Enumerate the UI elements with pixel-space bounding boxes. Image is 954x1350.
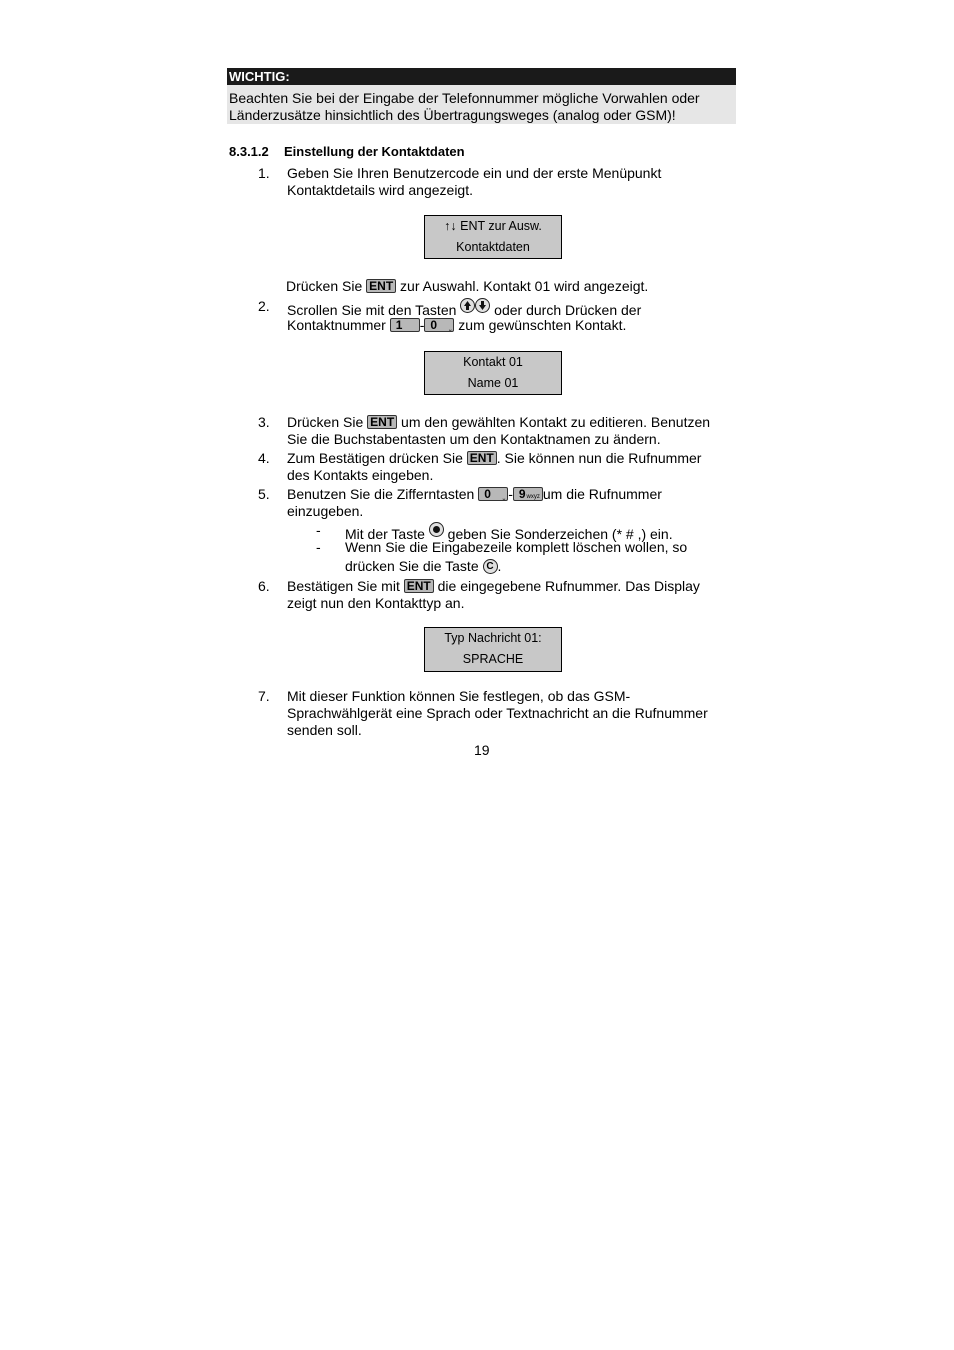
key-0-sub: ⎵ xyxy=(502,494,506,500)
step-1-number: 1. xyxy=(258,165,270,181)
step-2-line-2-post: zum gewünschten Kontakt. xyxy=(458,317,627,333)
step-3-line-2: Sie die Buchstabentasten um den Kontaktnamen zu ändern. xyxy=(287,431,661,447)
step-2-line-2-pre: Kontaktnummer xyxy=(287,317,386,333)
step-5-dash: - xyxy=(508,486,513,502)
step-3-number: 3. xyxy=(258,414,270,430)
dot-key-icon xyxy=(429,522,444,537)
step-4-line-1-pre: Zum Bestätigen drücken Sie xyxy=(287,450,463,466)
step-2-line-2 xyxy=(287,317,626,334)
step-7-number: 7. xyxy=(258,688,270,704)
step-1-after xyxy=(286,278,648,295)
step-3-line-1-post: um den gewählten Kontakt zu editieren. Benutzen xyxy=(401,414,711,430)
step-5-bullet-1-pre: Mit der Taste xyxy=(345,526,425,542)
step-5-bullet-2-mark: - xyxy=(316,539,321,555)
step-5-number: 5. xyxy=(258,486,270,502)
warning-title: WICHTIG: xyxy=(227,68,736,85)
step-5-line-1-pre: Benutzen Sie die Zifferntasten xyxy=(287,486,475,502)
step-6-line-1-pre: Bestätigen Sie mit xyxy=(287,578,400,594)
step-2-dash: - xyxy=(419,317,425,333)
step-1-after-pre: Drücken Sie xyxy=(286,278,363,294)
step-2-number: 2. xyxy=(258,298,270,314)
step-6-line-1-post: die eingegebene Rufnummer. Das Display xyxy=(437,578,700,594)
ent-key-icon: ENT xyxy=(367,415,397,429)
arrow-down-key-icon xyxy=(475,298,490,313)
display-3-line-2: SPRACHE xyxy=(462,652,524,666)
step-5-bullet-2-line-1: Wenn Sie die Eingabezeile komplett löschen wollen, so xyxy=(345,539,688,555)
step-7-line-1: Mit dieser Funktion können Sie festlegen, ob das GSM- xyxy=(287,688,631,704)
key-0-sub: ⎵ xyxy=(448,325,452,331)
section-title: Einstellung der Kontaktdaten xyxy=(284,144,465,159)
step-1-after-post: zur Auswahl. Kontakt 01 wird angezeigt. xyxy=(400,278,649,294)
step-1-line-2: Kontaktdetails wird angezeigt. xyxy=(287,182,473,198)
display-kontakt-01 xyxy=(424,351,562,395)
key-0-label: 0 xyxy=(484,487,491,501)
warning-line-1: Beachten Sie bei der Eingabe der Telefonnummer mögliche Vorwahlen oder xyxy=(229,90,700,106)
page-number: 19 xyxy=(474,742,490,758)
display-1-line-2: Kontaktdaten xyxy=(456,240,530,254)
ent-key-icon: ENT xyxy=(404,579,434,593)
step-5-bullet-1-post: geben Sie Sonderzeichen (* # ,) ein. xyxy=(447,526,673,542)
key-0-icon xyxy=(478,487,508,501)
step-6-line-1 xyxy=(287,578,700,595)
key-1-icon xyxy=(390,318,420,332)
step-3-line-1 xyxy=(287,414,710,431)
section-heading xyxy=(229,144,465,160)
section-number: 8.3.1.2 xyxy=(229,144,269,159)
step-4-line-1-post: . Sie können nun die Rufnummer xyxy=(496,450,702,466)
ent-key-icon: ENT xyxy=(366,279,396,293)
step-5-bullet-2-post: . xyxy=(497,558,502,574)
step-2-line-1-post: oder durch Drücken der xyxy=(494,302,642,318)
display-2-line-2: Name 01 xyxy=(467,376,519,390)
step-5-bullet-1-mark: - xyxy=(316,522,321,538)
step-5-bullet-2-line-2 xyxy=(345,558,501,575)
step-1-line-1: Geben Sie Ihren Benutzercode ein und der erste Menüpunkt xyxy=(287,165,662,181)
display-2-line-1: Kontakt 01 xyxy=(463,355,523,369)
step-5-line-2: einzugeben. xyxy=(287,503,364,519)
key-0-label: 0 xyxy=(430,318,438,332)
step-2-line-1-pre: Scrollen Sie mit den Tasten xyxy=(287,302,457,318)
warning-line-2: Länderzusätze hinsichtlich des Übertragungsweges (analog oder GSM)! xyxy=(229,107,676,123)
step-6-number: 6. xyxy=(258,578,270,594)
key-9-label: 9 xyxy=(518,487,526,501)
arrow-up-key-icon xyxy=(460,298,475,313)
c-key-icon: C xyxy=(483,559,498,574)
step-4-line-2: des Kontakts eingeben. xyxy=(287,467,434,483)
step-7-line-2: Sprachwählgerät eine Sprach oder Textnachricht an die Rufnummer xyxy=(287,705,708,721)
key-0-icon xyxy=(424,318,454,332)
step-7-line-3: senden soll. xyxy=(287,722,362,738)
key-1-label: 1 xyxy=(395,318,403,332)
key-9-sub: wxyz xyxy=(526,494,540,500)
step-6-line-2: zeigt nun den Kontakttyp an. xyxy=(287,595,465,611)
step-2-line-1 xyxy=(287,298,641,319)
step-3-line-1-pre: Drücken Sie xyxy=(287,414,364,430)
ent-key-icon: ENT xyxy=(467,451,497,465)
warning-text xyxy=(227,85,736,124)
step-4-number: 4. xyxy=(258,450,270,466)
display-3-line-1: Typ Nachricht 01: xyxy=(444,631,542,645)
display-typ-nachricht xyxy=(424,627,562,672)
display-1-line-1: ↑↓ ENT zur Ausw. xyxy=(444,219,542,233)
step-4-line-1 xyxy=(287,450,701,467)
display-kontaktdaten xyxy=(424,215,562,259)
step-5-bullet-2-pre: drücken Sie die Taste xyxy=(345,558,479,574)
step-5-line-1 xyxy=(287,486,662,503)
step-5-line-1-post: um die Rufnummer xyxy=(542,486,662,502)
key-9-icon xyxy=(513,487,543,501)
